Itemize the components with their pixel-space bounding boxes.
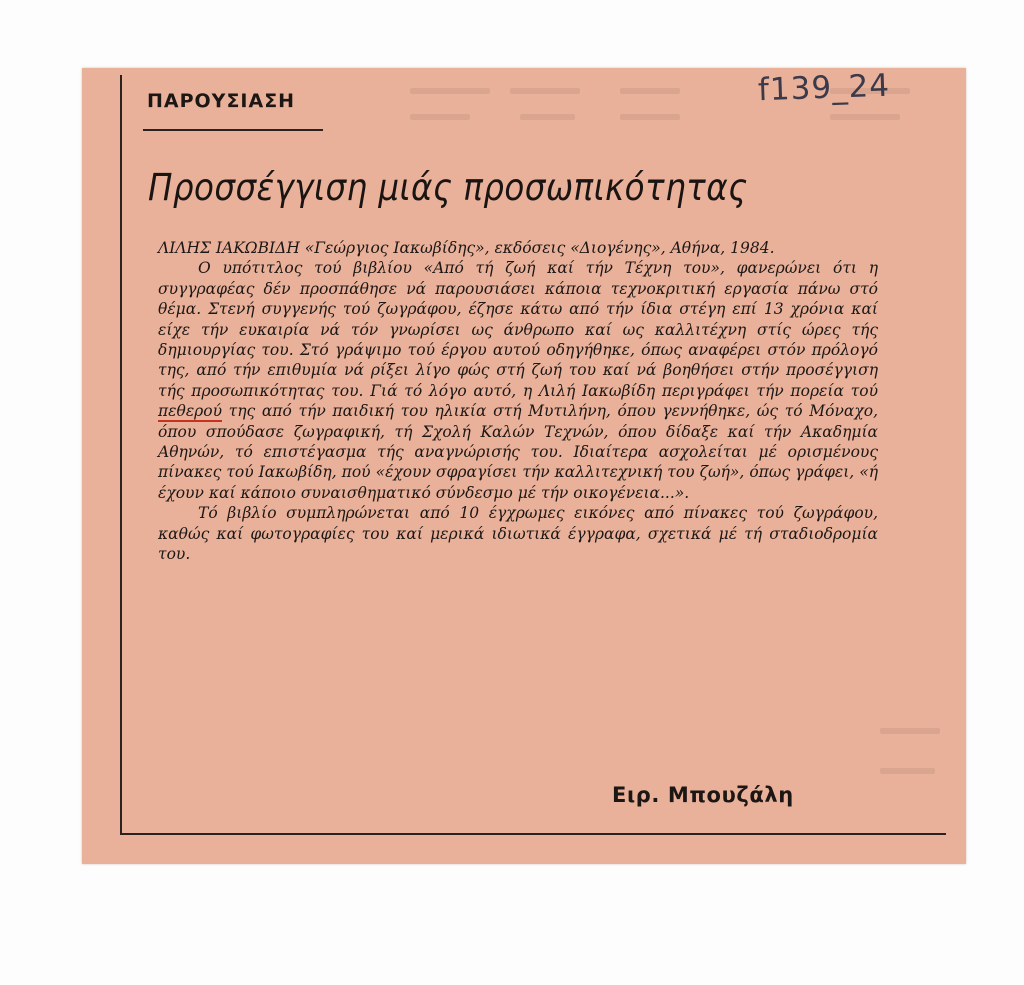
paragraph-1-text-a: Ο υπότιτλος τού βιβλίου «Από τή ζωή καί τήν Τέχνη του», φανερώνει ότι η συγγραφέας δέν προσπάθησε νά παρουσιάσει κάποια τεχνοκριτική εργασία πάνω στό θέμα. Στενή συγγενής τού ζωγράφου, έζησε κάτω από τήν ίδια στέγη επί 13 χρόνια καί είχε τήν ευκαιρία νά τόν γνωρίσει ως άνθρωπο καί ως καλλιτέχνη στίς ώρες τής δημιουργίας του. Στό γράψιμο τού έργου αυτού οδηγήθηκε, όπως αναφέρει στόν πρόλογό της, από τήν επιθυμία νά ρίξει λίγο φώς στή ζωή του καί νά βοηθήσει στήν προσέγγιση τής προσωπικότητας του. Γιά τό λόγο αυτό, η Λιλή Ιακωβίδη περιγράφει τήν πορεία τού bbox=[158, 259, 878, 400]
article-body bbox=[158, 238, 878, 565]
section-divider bbox=[143, 129, 323, 131]
section-label: ΠΑΡΟΥΣΙΑΣΗ bbox=[147, 90, 296, 112]
article-paragraph-1 bbox=[158, 258, 878, 503]
paragraph-1-text-b: της από τήν παιδική του ηλικία στή Μυτιλήνη, όπου γεννήθηκε, ώς τό Μόναχο, όπου σπούδασε ζωγραφική, τή Σχολή Καλών Τεχνών, όπου δίδαξε καί τήν Ακαδημία Αθηνών, τό επιστέγασμα τής αναγνώρισής του. Ιδιαίτερα ασχολείται μέ ορισμένους πίνακες τού Ιακωβίδη, πού «έχουν σφραγίσει τήν καλλιτεχνική του ζωή», όπως γράφει, «ή έχουν καί κάποιο συναισθηματικό σύνδεσμο μέ τήν οικογένεια...». bbox=[158, 402, 878, 502]
article-headline: Προσσέγγιση μιάς προσωπικότητας bbox=[148, 166, 748, 209]
handwritten-archive-number: f139_24 bbox=[757, 67, 891, 109]
book-citation: ΛΙΛΗΣ ΙΑΚΩΒΙΔΗ «Γεώργιος Ιακωβίδης», εκδόσεις «Διογένης», Αθήνα, 1984. bbox=[158, 239, 775, 257]
article-paragraph-2: Τό βιβλίο συμπληρώνεται από 10 έγχρωμες εικόνες από πίνακες τού ζωγράφου, καθώς καί φωτογραφίες του καί μερικά ιδιωτικά έγγραφα, σχετικά μέ τή σταδιοδρομία του. bbox=[158, 504, 878, 564]
article-author: Ειρ. Μπουζάλη bbox=[612, 783, 794, 807]
underlined-word: πεθερού bbox=[158, 402, 223, 421]
